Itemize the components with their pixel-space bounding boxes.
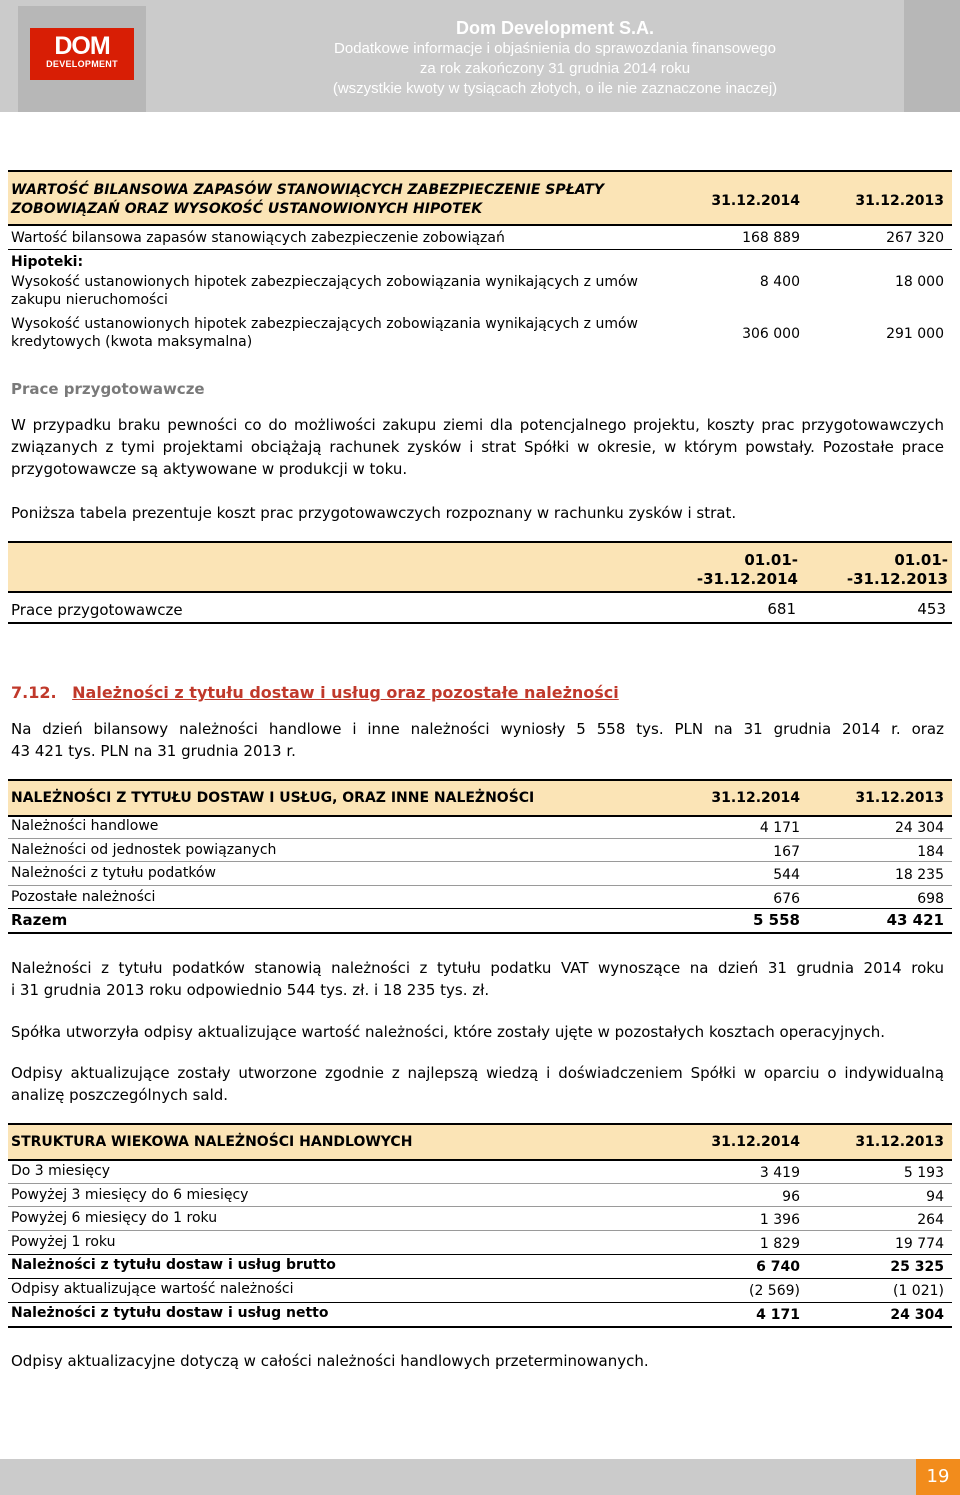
table3-row-v1: 3 419 (759, 1165, 800, 1181)
header-right-block (904, 0, 960, 112)
table3-row-label: Powyżej 1 roku (11, 1233, 116, 1250)
table1-row1-v2: 267 320 (886, 230, 944, 246)
table2-row-divider (8, 885, 952, 886)
table2-row-label: Pozostałe należności (11, 888, 156, 905)
table3-odpisy-label: Odpisy aktualizujące wartość należności (11, 1281, 294, 1297)
table2-row-v1: 544 (773, 867, 800, 883)
header-line-3: za rok zakończony 31 grudnia 2014 roku (419, 60, 691, 77)
table3-brutto-rule (8, 1254, 952, 1255)
prace-col2-l2: -31.12.2013 (846, 570, 948, 588)
prace-heading: Prace przygotowawcze (11, 380, 205, 398)
writeoff-basis-line2: analizę poszczególnych sald. (11, 1086, 229, 1104)
table3-row-v2: 94 (926, 1188, 944, 1205)
table3-row-divider (8, 1230, 952, 1231)
logo-main-text: DOM (54, 32, 110, 60)
table2-row-v1: 676 (773, 890, 800, 907)
table2-total-v1: 5 558 (753, 911, 800, 929)
header-line-4: (wszystkie kwoty w tysiącach złotych, o ile nie zaznaczone inaczej) (332, 80, 778, 97)
table1-row3-label-l2: kredytowych (kwota maksymalna) (11, 334, 253, 350)
section-p1-line2: 43 421 tys. PLN na 31 grudnia 2013 r. (11, 742, 296, 760)
table2-row-v2: 184 (917, 843, 944, 860)
tax-p-line1: Należności z tytułu podatków stanowią należności z tytułu podatku VAT wynoszące na dzień 31 grudnia 2014 roku (11, 959, 944, 977)
table3-netto-label: Należności z tytułu dostaw i usług netto (11, 1305, 329, 1321)
table1-sub-label: Hipoteki: (11, 254, 84, 270)
table1-header-rule (8, 224, 952, 226)
table1-row2-label-l1: Wysokość ustanowionych hipotek zabezpieczających zobowiązania wynikających z umów (11, 274, 638, 290)
table3-col1-header: 31.12.2014 (711, 1134, 800, 1150)
table3-brutto-label: Należności z tytułu dostaw i usług brutto (11, 1257, 336, 1273)
table2-total-rule (8, 908, 952, 909)
table3-row-label: Do 3 miesięcy (11, 1163, 111, 1179)
table1-row3-label-l1: Wysokość ustanowionych hipotek zabezpieczających zobowiązania wynikających z umów (11, 316, 638, 332)
section-7-12-paragraph (11, 718, 944, 762)
final-paragraph: Odpisy aktualizacyjne dotyczą w całości należności handlowych przeterminowanych. (11, 1352, 649, 1370)
table3-col2-header: 31.12.2013 (855, 1134, 944, 1150)
table1-row2-label-l2: zakupu nieruchomości (11, 292, 168, 308)
table3-brutto-v1: 6 740 (756, 1259, 800, 1275)
table2-row-label: Należności z tytułu podatków (11, 865, 216, 881)
header-line-2: Dodatkowe informacje i objaśnienia do sprawozdania finansowego (334, 40, 776, 57)
table3-top-rule (8, 1123, 952, 1125)
table1-col1-header: 31.12.2014 (711, 193, 800, 209)
table3-netto-v2: 24 304 (890, 1307, 944, 1323)
table1-col2-header: 31.12.2013 (855, 193, 944, 209)
table2-row-v1: 167 (773, 843, 800, 860)
table2-title: NALEŻNOŚCI Z TYTUŁU DOSTAW I USŁUG, ORAZ INNE NALEŻNOŚCI (11, 790, 535, 806)
page-footer (0, 1459, 960, 1495)
prace-row-v1: 681 (767, 600, 796, 618)
table2-row-v2: 698 (917, 890, 944, 907)
table3-netto-v1: 4 171 (756, 1307, 800, 1323)
table3-row-v1: 1 396 (759, 1212, 800, 1228)
prace-table-top-rule (8, 541, 952, 543)
section-p1-line1: Na dzień bilansowy należności handlowe i inne należności wyniosły 5 558 tys. PLN na 31 grudnia 2014 r. oraz (11, 720, 944, 738)
prace-table-bottom-rule (8, 622, 952, 624)
table2-total-label: Razem (11, 911, 68, 929)
prace-col1-l2: -31.12.2014 (696, 570, 798, 588)
prace-col2-l1: 01.01- (894, 551, 948, 569)
writeoff-paragraph: Spółka utworzyła odpisy aktualizujące wartość należności, które zostały ujęte w pozostałych kosztach operacyjnych. (11, 1023, 886, 1041)
table3-row-divider (8, 1206, 952, 1207)
table2-row-divider (8, 861, 952, 862)
logo-sub-text: DEVELOPMENT (46, 59, 118, 69)
table1-title-line1: WARTOŚĆ BILANSOWA ZAPASÓW STANOWIĄCYCH ZABEZPIECZENIE SPŁATY (11, 182, 605, 198)
table2-row-label: Należności od jednostek powiązanych (11, 841, 277, 858)
company-name: Dom Development S.A. (455, 18, 655, 38)
table2-row-divider (8, 838, 952, 839)
table2-row-v1: 4 171 (759, 820, 800, 836)
table1-title-line2: ZOBOWIĄZAŃ ORAZ WYSOKOŚĆ USTANOWIONYCH HIPOTEK (11, 201, 483, 217)
prace-table-header-bg (8, 542, 952, 591)
table1-row1-label: Wartość bilansowa zapasów stanowiących zabezpieczenie zobowiązań (11, 230, 505, 246)
company-logo (30, 28, 134, 80)
table1-row1-v1: 168 889 (742, 230, 800, 246)
table2-col1-header: 31.12.2014 (711, 790, 800, 806)
table2-total-v2: 43 421 (886, 911, 944, 929)
table3-row-v1: 1 829 (759, 1235, 800, 1252)
table1-row2-v2: 18 000 (895, 274, 944, 290)
section-number: 7.12. (11, 683, 57, 702)
tax-paragraph (11, 957, 944, 1001)
table2-bottom-rule (8, 932, 952, 934)
writeoff-basis-line1: Odpisy aktualizujące zostały utworzone zgodnie z najlepszą wiedzą i doświadczeniem Spółki w oparciu o indywidualną (11, 1064, 944, 1082)
table1-row3-v2: 291 000 (886, 326, 944, 342)
page-number: 19 (916, 1459, 960, 1495)
header-text (270, 17, 840, 99)
table2-col2-header: 31.12.2013 (855, 790, 944, 806)
table3-row-v2: 5 193 (903, 1165, 944, 1181)
prace-col1-l1: 01.01- (744, 551, 798, 569)
table1-row2-v1: 8 400 (759, 274, 800, 290)
table3-row-label: Powyżej 6 miesięcy do 1 roku (11, 1210, 218, 1226)
table1-row1-rule (8, 249, 952, 250)
table3-odpisy-rule (8, 1278, 952, 1279)
table3-header-rule (8, 1159, 952, 1161)
table3-row-v1: 96 (782, 1188, 800, 1205)
prace-table-header-rule (8, 591, 952, 593)
prace-p1-line1: W przypadku braku pewności co do możliwości zakupu ziemi dla potencjalnego projektu, koszty prac przygotowawczych (11, 416, 944, 434)
prace-p1-line2: związanych z tymi projektami obciążają rachunek zysków i strat Spółki w okresie, w którym powstały. Pozostałe prace (11, 438, 944, 456)
prace-row-label: Prace przygotowawcze (11, 601, 183, 619)
prace-paragraph-1 (11, 414, 944, 480)
table2-top-rule (8, 779, 952, 781)
tax-p-line2: i 31 grudnia 2013 roku odpowiednio 544 tys. zł. i 18 235 tys. zł. (11, 981, 490, 999)
table3-bottom-rule (8, 1326, 952, 1328)
table2-row-v2: 18 235 (895, 867, 944, 883)
table2-row-label: Należności handlowe (11, 818, 159, 834)
table3-odpisy-v1: (2 569) (748, 1283, 800, 1299)
prace-p1-line3: przygotowawcze są aktywowane w produkcji w toku. (11, 460, 408, 478)
table3-row-v2: 264 (917, 1212, 944, 1228)
table3-row-v2: 19 774 (895, 1235, 944, 1252)
table1-row3-v1: 306 000 (742, 326, 800, 342)
section-title: Należności z tytułu dostaw i usług oraz pozostałe należności (72, 683, 619, 702)
table1-top-rule (8, 170, 952, 172)
table3-row-divider (8, 1183, 952, 1184)
section-7-12-heading (11, 683, 619, 702)
table3-netto-rule (8, 1302, 952, 1303)
prace-row-v2: 453 (917, 600, 946, 618)
writeoff-basis-paragraph (11, 1062, 944, 1106)
table3-row-label: Powyżej 3 miesięcy do 6 miesięcy (11, 1186, 249, 1203)
prace-paragraph-2: Poniższa tabela prezentuje koszt prac przygotowawczych rozpoznany w rachunku zysków i strat. (11, 504, 737, 522)
table3-odpisy-v2: (1 021) (892, 1283, 944, 1299)
table2-row-v2: 24 304 (895, 820, 944, 836)
table3-brutto-v2: 25 325 (890, 1259, 944, 1275)
table3-title: STRUKTURA WIEKOWA NALEŻNOŚCI HANDLOWYCH (11, 1134, 413, 1150)
